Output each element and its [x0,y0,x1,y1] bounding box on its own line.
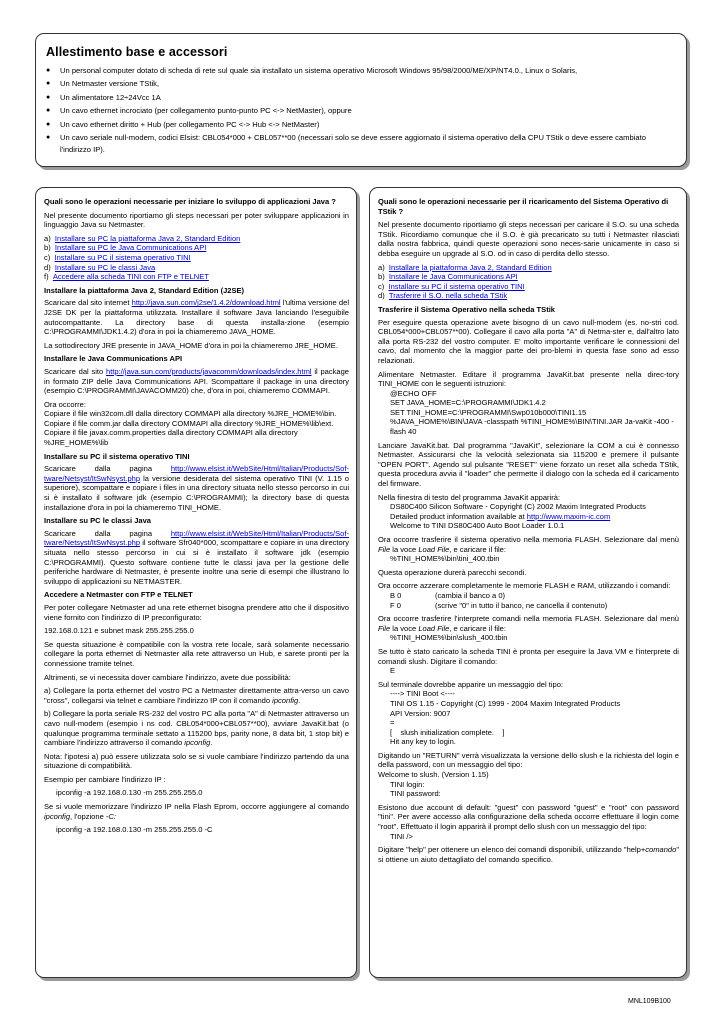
text: l'ultima versione del J2SE DK per la piattaforma utilizzata. Installare il software Java lanciando l'eseguibile autocompattante. La directory base di questa installa-zione (esempio C:\PROGRAMMI\JDK1.4.2) d'ora in poi la chiameremo JAVA_HOME. [44,298,350,337]
step-link[interactable]: Trasferire il S.O. nella scheda TStik [388,291,508,301]
step-key: d) [44,262,51,272]
step-item[interactable] [44,243,349,253]
code-block [378,389,679,437]
text: la voce [392,544,417,554]
paragraph: Se tutto è stato caricato la scheda TINI è pronta per eseguire la Java VM e l'interprete di comandi slush. Digitare il comando: [378,646,679,666]
code-line: TINI login: [390,779,425,789]
step-key: b) [44,243,51,253]
text: Scaricare dalla pagina [44,528,153,538]
text: Scaricare dalla pagina [44,464,153,474]
list-item: ● Un cavo ethernet incrociato (per collegamento punto-punto PC <-> NetMaster), oppure [46,105,676,117]
list-item: ● Un Netmaster versione TStik, [46,78,676,90]
paragraph [44,367,349,396]
command-name: ipconfig [184,738,211,748]
paragraph: Esempio per cambiare l'indirizzo IP : [44,774,166,784]
loader-output [378,502,679,531]
paragraph: a) Collegare la porta ethernet del vostro PC a Netmaster direttamente attra-verso un cavo "cross", collegarsi via telnet e cambiare l'indirizzo IP con il comando ipconfig. [44,686,349,705]
section-heading: Installare la piattaforma Java 2, Standard Edition (J2SE) [44,285,245,295]
command-desc: (cambia il banco a 0) [435,590,506,600]
os-reload-panel [369,187,687,978]
step-link[interactable]: Installare la piattaforma Java 2, Standard Edition [388,262,552,272]
text: il package in formato ZIP delle Java Communications API. Scompattare il package in una directory (esempio C:\PROGRAMMI\JAVACOMM20) che, d'ora in poi, chiameremo COMMAPI. [44,366,349,396]
text: Ora occorre trasferire il sistema operativo nella memoria FLASH. Selezionare dal menù [378,535,679,544]
step-key: a) [44,233,51,243]
step-item[interactable] [44,272,349,282]
step-key: b) [378,272,385,282]
document-code: MNL109B100 [628,998,671,1005]
menu-name: Load File [418,623,450,633]
text: , l'opzione [70,811,104,821]
step-item[interactable] [378,291,679,301]
text: Ora occorre trasferire l'interprete comandi nella memoria FLASH. Selezionare dal menù [378,614,679,624]
command-key: B 0 [390,590,402,600]
paragraph: Nota: l'ipotesi a) può essere utilizzata solo se si vuole cambiare l'indirizzo partendo da una situazione di compatibilità. [44,751,349,771]
java-download-link[interactable]: http://java.sun.com/j2se/1.4.2/download.html [131,298,281,308]
paragraph [378,845,679,864]
paragraph: Questa operazione durerà parecchi secondi. [378,567,527,577]
menu-name: File [378,623,391,633]
steps-list [378,263,679,301]
step-link[interactable]: Installare su PC il sistema operativo TINI [388,281,525,291]
step-link[interactable]: Installare le Java Communications API [388,272,518,282]
paragraph: Digitando un "RETURN" verrà visualizzata la versione dello slush e la richiesta del login e della password, con un messaggio del tipo: [378,750,679,770]
equipment-list [46,65,676,155]
step-item[interactable] [44,253,349,263]
step-key: c) [44,252,51,262]
paragraph [44,400,349,448]
equipment-title: Allestimento base e accessori [46,45,228,59]
menu-name: File [378,544,391,554]
command-line: ipconfig -a 192.168.0.130 -m 255.255.255.0 [56,788,203,798]
code-line: TINI OS 1.15 - Copyright (C) 1999 - 2004 Maxim Integrated Products [390,698,621,708]
step-key: d) [378,291,385,301]
code-line: @ECHO OFF [390,388,437,398]
paragraph: Sul terminale dovrebbe apparire un messaggio del tipo: [378,679,564,689]
section-heading: Installare le Java Communications API [44,354,183,364]
paragraph: Nel presente documento riportiamo gli steps necessari per poter sviluppare applicazioni in linguaggio Java su Netmaster. [44,210,349,230]
javacomm-download-link[interactable]: http://java.sun.com/products/javacomm/downloads/index.html [106,366,312,376]
list-item: ● Un alimentatore 12÷24Vcc 1A [46,92,676,104]
list-item: ● Un cavo seriale null-modem, codici Elsist: CBL054*000 + CBL057**00 (necessari solo se deve essere aggiornato il sistema operativo della CPU TStik o deve essere cambiato l'indirizzo IP). [46,132,676,155]
code-line: Hit any key to login. [390,737,456,747]
login-output [378,770,679,799]
text: , e caricare il file: [449,623,506,633]
command-row [378,591,679,601]
paragraph [378,614,679,633]
command-line: TINI /> [390,831,413,841]
step-link[interactable]: Installare su PC le classi Java [54,262,156,272]
section-heading: Trasferire il Sistema Operativo nella scheda TStik [378,304,556,314]
command-line: ipconfig -a 192.168.0.130 -m 255.255.255.0 -C [56,825,213,835]
step-item[interactable] [378,282,679,292]
text: Digitare "help" per ottenere un elenco dei comandi disponibili, utilizzando "help+ [378,845,646,855]
text: " si ottiene un aiuto dettagliato del comando specifico. [378,845,679,864]
step-item[interactable] [378,272,679,282]
terminal-output [378,689,679,747]
paragraph: Ora occorre azzerare completamente le memorie FLASH e RAM, utilizzando i comandi: [378,581,671,591]
code-line: TINI password: [390,789,441,799]
text: Copiare il file comm.jar dalla directory COMMAPI alla directory %JRE_HOME%\lib\ext. [44,418,334,428]
code-line: ----> TINI Boot <---- [390,689,455,699]
paragraph [44,529,349,587]
menu-name: Load File [418,544,450,554]
steps-list [44,234,349,282]
step-key: a) [378,262,385,272]
step-item[interactable] [44,234,349,244]
paragraph: Per eseguire questa operazione avete bisogno di un cavo null-modem (es. no-stri cod. CBL054*000+CBL057**00). Collegare il cavo alla porta "A" di Netma-ster e, dall'altro lato alla porta RS-232 del vostro computer. E' molto importante verificare le connessioni del cavo, dal momento che la maggior parte dei pro-blemi in questa fase sono ad esso relazionati. [378,317,679,365]
paragraph: La sottodirectory JRE presente in JAVA_HOME d'ora in poi la chiameremo JRE_HOME. [44,340,338,350]
paragraph: Altrimenti, se vi necessita dover cambiare l'indirizzo, avete due possibilità: [44,672,291,682]
equipment-panel [35,33,687,167]
text: Scaricare dal sito internet [44,298,130,308]
code-line: Welcome to TINI DS80C400 Auto Boot Loader 1.0.1 [390,521,565,531]
code-line: Welcome to slush. (Version 1.15) [378,770,489,780]
code-line: = [390,718,395,728]
paragraph [44,298,349,336]
command-row [378,601,679,611]
code-line: SET TINI_HOME=C:\PROGRAMMI\Swp010b000\TINI1.15 [390,407,587,417]
code-line: API Version: 9007 [390,708,451,718]
text: Copiare il file win32com.dll dalla directory COMMAPI alla directory %JRE_HOME%\bin. [44,409,337,419]
section-heading: Accedere a Netmaster con FTP e TELNET [44,590,193,600]
code-line: %JAVA_HOME%\BIN\JAVA -classpath %TINI_HOME%\BIN\TINI.JAR Ja-vaKit -400 -flash 40 [390,417,674,437]
section-heading: Installare su PC il sistema operativo TINI [44,451,190,461]
text: la versione desiderata del sistema operativo TINI (V. 1.15 o superiore), scompattare e copiare i files in una directory situata nello stesso percorso in cui si è installato il software jdk (esempio C:\PROGRAMMI); la directory base di questa installazione d'ora in poi la chiameremo TINI_HOME. [44,473,349,512]
section-question: Quali sono le operazioni necessarie per il ricaricamento del Sistema Operativo di TStik ? [378,197,669,216]
command-desc: (scrive "0" in tutto il banco, ne cancella il contenuto) [435,600,608,610]
code-line [390,512,679,522]
command-name: comando [645,845,677,855]
command-line: E [390,666,396,676]
step-item[interactable] [44,263,349,273]
text: il software Sfr040*000, scompattare e copiare in una directory situata nello stesso percorso in cui si è installato il software jdk (esempio C:\PROGRAMMI). Questo software contiene tutte le classi java per la gestione delle periferiche hardware di Netmaster, è presente inoltre una serie di esempi che illustrano lo sviluppo di applicazioni su NETMASTER. [44,538,349,586]
code-line: DS80C400 Silicon Software - Copyright (C) 2002 Maxim Integrated Products [390,502,646,512]
paragraph: Nel presente documento riportiamo gli steps necessari per caricare il S.O. su una scheda TStik. Ricordiamo comunque che il S.O. è già precaricato su tutti i Netmaster rilasciati dalla nostra fabbrica, quindi queste operazioni sono neces-sarie unicamente in caso si debba eseguire un upgrade al S.O. od in caso di perdita dello stesso. [378,220,679,258]
elsist-classes-link[interactable]: http://www.elsist.it/WebSite/Html/Italian/Products/Sof-tware/Netsyst/ItSwNsyst.php [44,528,349,548]
text: Detailed product information available at [390,511,525,521]
text: b) Collegare la porta seriale RS-232 del vostro PC alla porta "A" di Netmaster attraverso un cavo null-modem (esempio i ns cod. CBL054*000+CBL057**00), avviare JavaKit.bat (o qualunque programma terminale settato a 115200 bps, parity none, 8 data bit, 1 stop bit) e cambiare l'indirizzo attraverso il comando [44,709,349,748]
step-key: c) [378,281,385,291]
paragraph: Esistono due account di default: "guest" con password "guest" e "root" con password "tini". Per avere accesso alla configurazione della scheda occorre effettuare il login come "root". Effettuato il login apparirà il prompt dello slush con un messaggio del tipo: [378,802,679,832]
text: Se si vuole memorizzare l'indirizzo IP nella Flash Eprom, occorre aggiungere al comando [44,802,349,812]
text: Scaricare dal sito [44,366,104,376]
command-name: ipconfig [272,695,299,705]
command-name: -C: [105,811,116,821]
text: la voce [392,623,417,633]
java-setup-panel [35,187,357,978]
code-line: [ slush initialization complete. ] [390,727,505,737]
paragraph [44,464,349,512]
paragraph: 192.168.0.121 e subnet mask 255.255.255.0 [44,626,194,636]
paragraph: Nella finestra di testo del programma JavaKit apparirà: [378,492,561,502]
step-item[interactable] [378,263,679,273]
step-link[interactable]: Installare su PC le Java Communications API [54,243,207,253]
step-link[interactable]: Installare su PC il sistema operativo TINI [54,252,191,262]
paragraph [378,535,679,554]
code-line: SET JAVA_HOME=C:\PROGRAMMI\JDK1.4.2 [390,398,546,408]
text: Copiare il file javax.comm.properties dalla directory COMMAPI alla directory %JRE_HOME%\lib [44,428,298,448]
step-link[interactable]: Installare su PC la piattaforma Java 2, Standard Edition [54,233,241,243]
paragraph: Per poter collegare Netmaster ad una rete ethernet bisogna prendere atto che il dispositivo viene fornito con l'indirizzo di IP preconfigurato: [44,602,349,622]
paragraph: Se questa situazione è compatibile con la vostra rete locale, sarà solamente necessario collegare la porta ethernet di Netmaster alla rete attraverso un Hub, e sarete pronti per la connessione tramite telnet. [44,639,349,668]
step-link[interactable]: Accedere alla scheda TINI con FTP e TELNET [52,272,209,282]
text: Ora occorre: [44,399,86,409]
paragraph [44,802,349,821]
command-name: ipconfig [44,811,71,821]
section-heading: Installare su PC le classi Java [44,516,151,526]
text: , e caricare il file: [449,544,506,554]
paragraph: Alimentare Netmaster. Editare il programma JavaKit.bat presente nella direc-tory TINI_HOME con le seguenti istruzioni: [378,369,679,389]
list-item: ● Un personal computer dotato di scheda di rete sul quale sia installato un sistema operativo Microsoft Windows 95/98/2000/ME/XP/NT4.0., Linux o Solaris, [46,65,676,77]
maxim-link[interactable]: http://www.maxim-ic.com [526,511,611,521]
elsist-tini-link[interactable]: http://www.elsist.it/WebSite/Html/Italian/Products/Sof-tware/Netsyst/ItSwNsyst.php [44,464,349,483]
command-key: F 0 [390,600,401,610]
section-question: Quali sono le operazioni necessarie per iniziare lo sviluppo di applicazioni Java ? [44,197,336,206]
file-path: %TINI_HOME%\bin\slush_400.tbin [390,633,508,643]
step-key: f) [44,272,49,282]
paragraph: Lanciare JavaKit.bat. Dal programma "JavaKit", selezionare la COM a cui è connesso Netmaster. Assicurarsi che la velocità selezionata sia 115200 e premere il pulsante "OPEN PORT". Agendo sul pulsante "RESET" viene forzato un reset alla scheda TStik, questa procedura avvia il "loader" che permette il dialogo con la scheda ed il caricamento del firmware. [378,440,679,489]
file-path: %TINI_HOME%\bin\tini_400.tbin [390,554,500,564]
list-item: ● Un cavo ethernet diritto + Hub (per collegamento PC <-> Hub <-> NetMaster) [46,119,676,131]
paragraph: b) Collegare la porta seriale RS-232 del vostro PC alla porta "A" di Netmaster attraverso un cavo null-modem (esempio i ns cod. CBL054*000+CBL057**00), avviare JavaKit.bat (o qualunque programma terminale settato a 115200 bps, parity none, 8 data bit, 1 stop bit) e cambiare l'indirizzo attraverso il comando ipconfig. [44,709,349,748]
text: a) Collegare la porta ethernet del vostro PC a Netmaster direttamente attra-verso un cavo "cross", collegarsi via telnet e cambiare l'indirizzo IP con il comando [44,686,349,705]
